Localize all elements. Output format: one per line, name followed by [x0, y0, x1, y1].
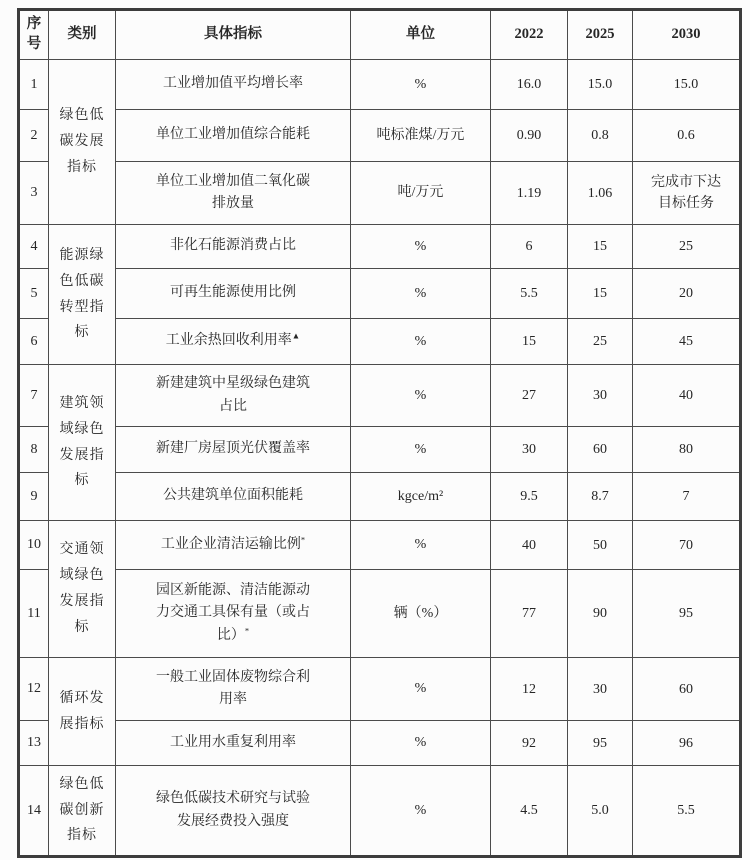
unit-cell: % [351, 319, 491, 365]
value-cell-2030: 45 [633, 319, 741, 365]
value-cell-2030: 80 [633, 427, 741, 473]
indicator-footnote-mark: * [300, 534, 306, 545]
table-row [19, 721, 741, 766]
value-cell-2030: 96 [633, 721, 741, 766]
unit-cell: % [351, 60, 491, 110]
value-cell-2025: 30 [568, 658, 633, 721]
header-cell-no: 序号 [19, 10, 49, 60]
value-cell-2030: 15.0 [633, 60, 741, 110]
value-cell-2030: 7 [633, 473, 741, 521]
indicator-cell: 单位工业增加值综合能耗 [116, 110, 351, 162]
category-cell: 循环发展指标 [49, 658, 116, 766]
row-number-cell: 12 [19, 658, 49, 721]
value-cell-2030: 60 [633, 658, 741, 721]
value-cell-2025: 25 [568, 319, 633, 365]
unit-cell: % [351, 427, 491, 473]
value-cell-2030: 完成市下达目标任务 [633, 162, 741, 225]
table-row [19, 110, 741, 162]
indicator-cell: 可再生能源使用比例 [116, 269, 351, 319]
value-cell-2022: 5.5 [491, 269, 568, 319]
row-number-cell: 14 [19, 766, 49, 857]
indicator-cell: 新建建筑中星级绿色建筑占比 [116, 365, 351, 427]
value-cell-2025: 90 [568, 570, 633, 658]
value-cell-2025: 15.0 [568, 60, 633, 110]
row-number-cell: 3 [19, 162, 49, 225]
indicator-cell: 工业企业清洁运输比例* [116, 521, 351, 570]
value-cell-2022: 30 [491, 427, 568, 473]
unit-cell: % [351, 269, 491, 319]
unit-cell: % [351, 721, 491, 766]
row-number-cell: 7 [19, 365, 49, 427]
indicator-cell: 工业用水重复利用率 [116, 721, 351, 766]
value-cell-2025: 95 [568, 721, 633, 766]
unit-cell: 吨/万元 [351, 162, 491, 225]
row-number-cell: 2 [19, 110, 49, 162]
row-number-cell: 10 [19, 521, 49, 570]
row-number-cell: 6 [19, 319, 49, 365]
indicator-cell: 一般工业固体废物综合利用率 [116, 658, 351, 721]
unit-cell: kgce/m² [351, 473, 491, 521]
indicator-cell: 绿色低碳技术研究与试验发展经费投入强度 [116, 766, 351, 857]
value-cell-2022: 12 [491, 658, 568, 721]
value-cell-2022: 40 [491, 521, 568, 570]
value-cell-2022: 15 [491, 319, 568, 365]
unit-cell: 吨标准煤/万元 [351, 110, 491, 162]
value-cell-2022: 4.5 [491, 766, 568, 857]
header-cell-2030: 2030 [633, 10, 741, 60]
value-cell-2025: 1.06 [568, 162, 633, 225]
value-cell-2030: 5.5 [633, 766, 741, 857]
header-cell-category: 类别 [49, 10, 116, 60]
category-cell: 绿色低碳发展指标 [49, 60, 116, 225]
indicator-footnote-mark: * [244, 625, 250, 636]
value-cell-2022: 92 [491, 721, 568, 766]
value-cell-2025: 0.8 [568, 110, 633, 162]
value-cell-2022: 1.19 [491, 162, 568, 225]
value-cell-2030: 40 [633, 365, 741, 427]
indicator-cell: 工业余热回收利用率▲ [116, 319, 351, 365]
indicator-table [17, 8, 742, 858]
value-cell-2022: 0.90 [491, 110, 568, 162]
indicator-cell: 工业增加值平均增长率 [116, 60, 351, 110]
indicator-cell: 园区新能源、清洁能源动力交通工具保有量（或占比）* [116, 570, 351, 658]
table-body [19, 60, 741, 857]
unit-cell: % [351, 225, 491, 269]
row-number-cell: 1 [19, 60, 49, 110]
row-number-cell: 11 [19, 570, 49, 658]
indicator-cell: 公共建筑单位面积能耗 [116, 473, 351, 521]
value-cell-2025: 60 [568, 427, 633, 473]
value-cell-2022: 6 [491, 225, 568, 269]
row-number-cell: 8 [19, 427, 49, 473]
table-row [19, 658, 741, 721]
value-cell-2030: 95 [633, 570, 741, 658]
table-header-row [19, 10, 741, 60]
value-cell-2025: 8.7 [568, 473, 633, 521]
indicator-cell: 非化石能源消费占比 [116, 225, 351, 269]
header-cell-2025: 2025 [568, 10, 633, 60]
table-row [19, 269, 741, 319]
row-number-cell: 5 [19, 269, 49, 319]
value-cell-2022: 16.0 [491, 60, 568, 110]
value-cell-2022: 77 [491, 570, 568, 658]
unit-cell: % [351, 766, 491, 857]
header-cell-indicator: 具体指标 [116, 10, 351, 60]
category-cell: 交通领域绿色发展指标 [49, 521, 116, 658]
value-cell-2025: 5.0 [568, 766, 633, 857]
table-row [19, 319, 741, 365]
value-cell-2030: 25 [633, 225, 741, 269]
row-number-cell: 4 [19, 225, 49, 269]
category-cell: 能源绿色低碳转型指标 [49, 225, 116, 365]
value-cell-2025: 50 [568, 521, 633, 570]
value-cell-2022: 9.5 [491, 473, 568, 521]
unit-cell: 辆（%） [351, 570, 491, 658]
table-row [19, 766, 741, 857]
header-cell-2022: 2022 [491, 10, 568, 60]
value-cell-2025: 30 [568, 365, 633, 427]
unit-cell: % [351, 521, 491, 570]
table-row [19, 521, 741, 570]
table-row [19, 162, 741, 225]
indicator-cell: 单位工业增加值二氧化碳排放量 [116, 162, 351, 225]
indicator-cell: 新建厂房屋顶光伏覆盖率 [116, 427, 351, 473]
table-row [19, 570, 741, 658]
value-cell-2025: 15 [568, 269, 633, 319]
table-row [19, 427, 741, 473]
value-cell-2022: 27 [491, 365, 568, 427]
row-number-cell: 13 [19, 721, 49, 766]
header-cell-unit: 单位 [351, 10, 491, 60]
table-row [19, 225, 741, 269]
unit-cell: % [351, 658, 491, 721]
table-row [19, 60, 741, 110]
table-row [19, 473, 741, 521]
value-cell-2030: 0.6 [633, 110, 741, 162]
category-cell: 绿色低碳创新指标 [49, 766, 116, 857]
unit-cell: % [351, 365, 491, 427]
category-cell: 建筑领域绿色发展指标 [49, 365, 116, 521]
value-cell-2025: 15 [568, 225, 633, 269]
indicator-footnote-mark: ▲ [291, 330, 301, 341]
value-cell-2030: 70 [633, 521, 741, 570]
row-number-cell: 9 [19, 473, 49, 521]
value-cell-2030: 20 [633, 269, 741, 319]
table-row [19, 365, 741, 427]
